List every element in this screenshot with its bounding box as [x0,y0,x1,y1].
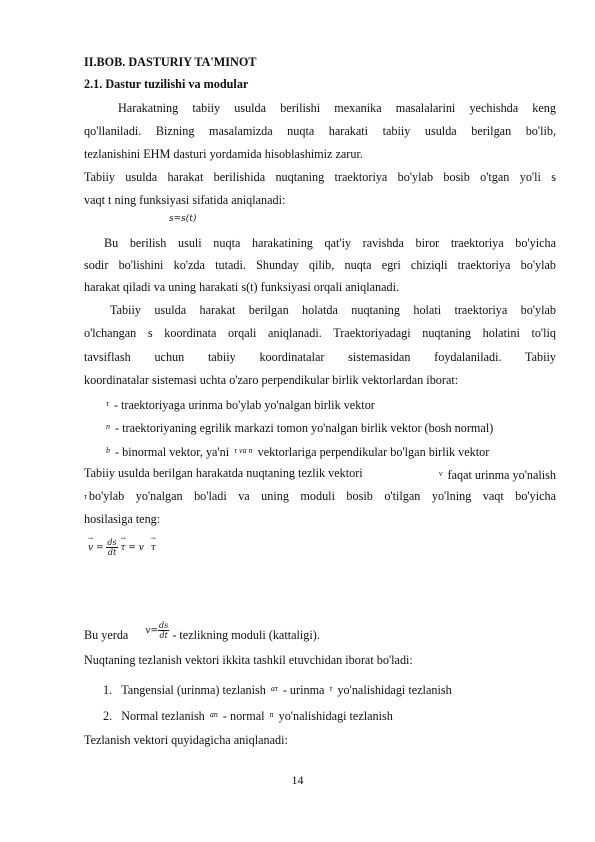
text-fragment: yo'nalishidagi tezlanish [337,683,452,697]
paragraph-line: Tabiiy usulda harakat berilgan holatda nuqtaning holati traektoriya bo'ylab [110,303,556,317]
paragraph-line: Tabiiy usulda harakat berilishida nuqtaning traektoriya bo'ylab bosib o'tgan yo'li s [84,170,556,184]
paragraph-line [84,489,556,504]
v-scalar: v [145,626,151,636]
list-item [103,681,556,698]
numerator: ds [159,621,169,630]
section-title: 2.1. Dastur tuzilishi va modular [84,77,249,91]
vector-b-line [104,443,556,460]
text-fragment: Tabiiy usulda berilgan harakatda nuqtaning tezlik vektori [84,466,363,480]
tau-symbol: τ [329,684,333,693]
text-fragment: Tangensial (urinma) tezlanish [121,683,266,697]
n-description: - traektoriyaning egrilik markazi tomon yo'nalgan birlik vektor (bosh normal) [115,421,494,435]
vector-n-line [104,419,556,436]
v-symbol: v [438,469,443,478]
paragraph-line: qo'llaniladi. Bizning masalamizda nuqta harakati tabiiy usulda berilgan bo'lib, [84,124,556,138]
n-symbol: n [269,710,274,719]
tau-vector: → τ [121,543,126,553]
v-vector: → v [88,543,93,553]
list-number: 1. [103,683,113,697]
denominator: dt [159,631,168,640]
formula-s-of-t: s=s(t) [169,214,197,224]
paragraph-line: tavsiflash uchun tabiiy koordinatalar sistemasidan foydalaniladi. Tabiiy [84,350,556,364]
speed-formula [145,621,169,640]
tau-symbol: τ [106,399,109,408]
vector-tau-line [104,396,556,413]
tau-description: - traektoriyaga urinma bo'ylab yo'nalgan birlik vektor [113,398,375,412]
a-n-symbol: an [209,710,218,719]
chapter-title: II.BOB. DASTURIY TA'MINOT [84,55,257,69]
v-scalar: v [138,543,144,553]
text-fragment: - tezlikning moduli (kattaligi). [172,628,320,642]
text-fragment: - normal [222,709,265,723]
text-fragment: yo'nalishidagi tezlanish [278,709,393,723]
text-fragment: faqat urinma yo'nalish [447,468,556,482]
ds-dt-fraction [106,538,117,557]
equals-sign: = [128,543,136,553]
tau-symbol: τ [84,492,87,501]
paragraph-line: harakat qiladi va uning harakati s(t) funksiyasi orqali aniqlanadi. [84,280,400,294]
numerator: ds [107,538,117,547]
b-description-part2: vektorlariga perpendikular bo'lgan birlik vektor [257,445,490,459]
text-fragment [437,466,556,483]
velocity-formula [88,538,156,557]
paragraph-line: tezlanishini EHM dasturi yordamida hisoblashimiz zarur. [84,147,363,161]
paragraph-line [84,466,556,483]
text-fragment: Normal tezlanish [121,709,205,723]
equals-sign: = [95,543,104,553]
speed-definition-line [84,621,556,646]
paragraph-line: Tezlanish vektori quyidagicha aniqlanadi: [84,733,288,747]
b-symbol: b [106,446,110,455]
paragraph-line: hosilasiga teng: [84,512,161,526]
a-tau-symbol: aτ [270,684,278,693]
tau-vector: → τ [151,543,156,553]
n-symbol: n [106,422,110,431]
paragraph-line: Bu berilish usuli nuqta harakatining qat'iy ravishda biror traektoriya bo'yicha [104,236,556,250]
paragraph-line: sodir bo'lishini ko'zda tutadi. Shunday qilib, nuqta egri chiziqli traektoriya bo'ylab [84,258,556,272]
text-fragment: - urinma [282,683,325,697]
denominator: dt [107,548,117,557]
tau-and-n-symbols: τ va n [234,446,253,455]
ds-dt-fraction [158,621,169,640]
list-number: 2. [103,709,113,723]
b-description-part1: - binormal vektor, ya'ni [115,445,230,459]
text-fragment: bo'ylab yo'nalgan bo'ladi va uning moduli bosib o'tilgan yo'lning vaqt bo'yicha [88,489,556,503]
page-number: 14 [291,773,304,787]
paragraph-line: vaqt t ning funksiyasi sifatida aniqlanadi: [84,193,286,207]
equals-sign: = [150,626,159,636]
paragraph-line: koordinatalar sistemasi uchta o'zaro perpendikular birlik vektorlardan iborat: [84,373,459,387]
paragraph-line: Nuqtaning tezlanish vektori ikkita tashkil etuvchidan iborat bo'ladi: [84,653,413,667]
paragraph-line: o'lchangan s koordinata orqali aniqlanadi. Traektoriyadagi nuqtaning holatini to'liq [84,326,556,340]
list-item [103,707,556,724]
paragraph-line: Harakatning tabiiy usulda berilishi mexanika masalalarini yechishda keng [118,101,556,115]
text-fragment: Bu yerda [84,628,129,642]
